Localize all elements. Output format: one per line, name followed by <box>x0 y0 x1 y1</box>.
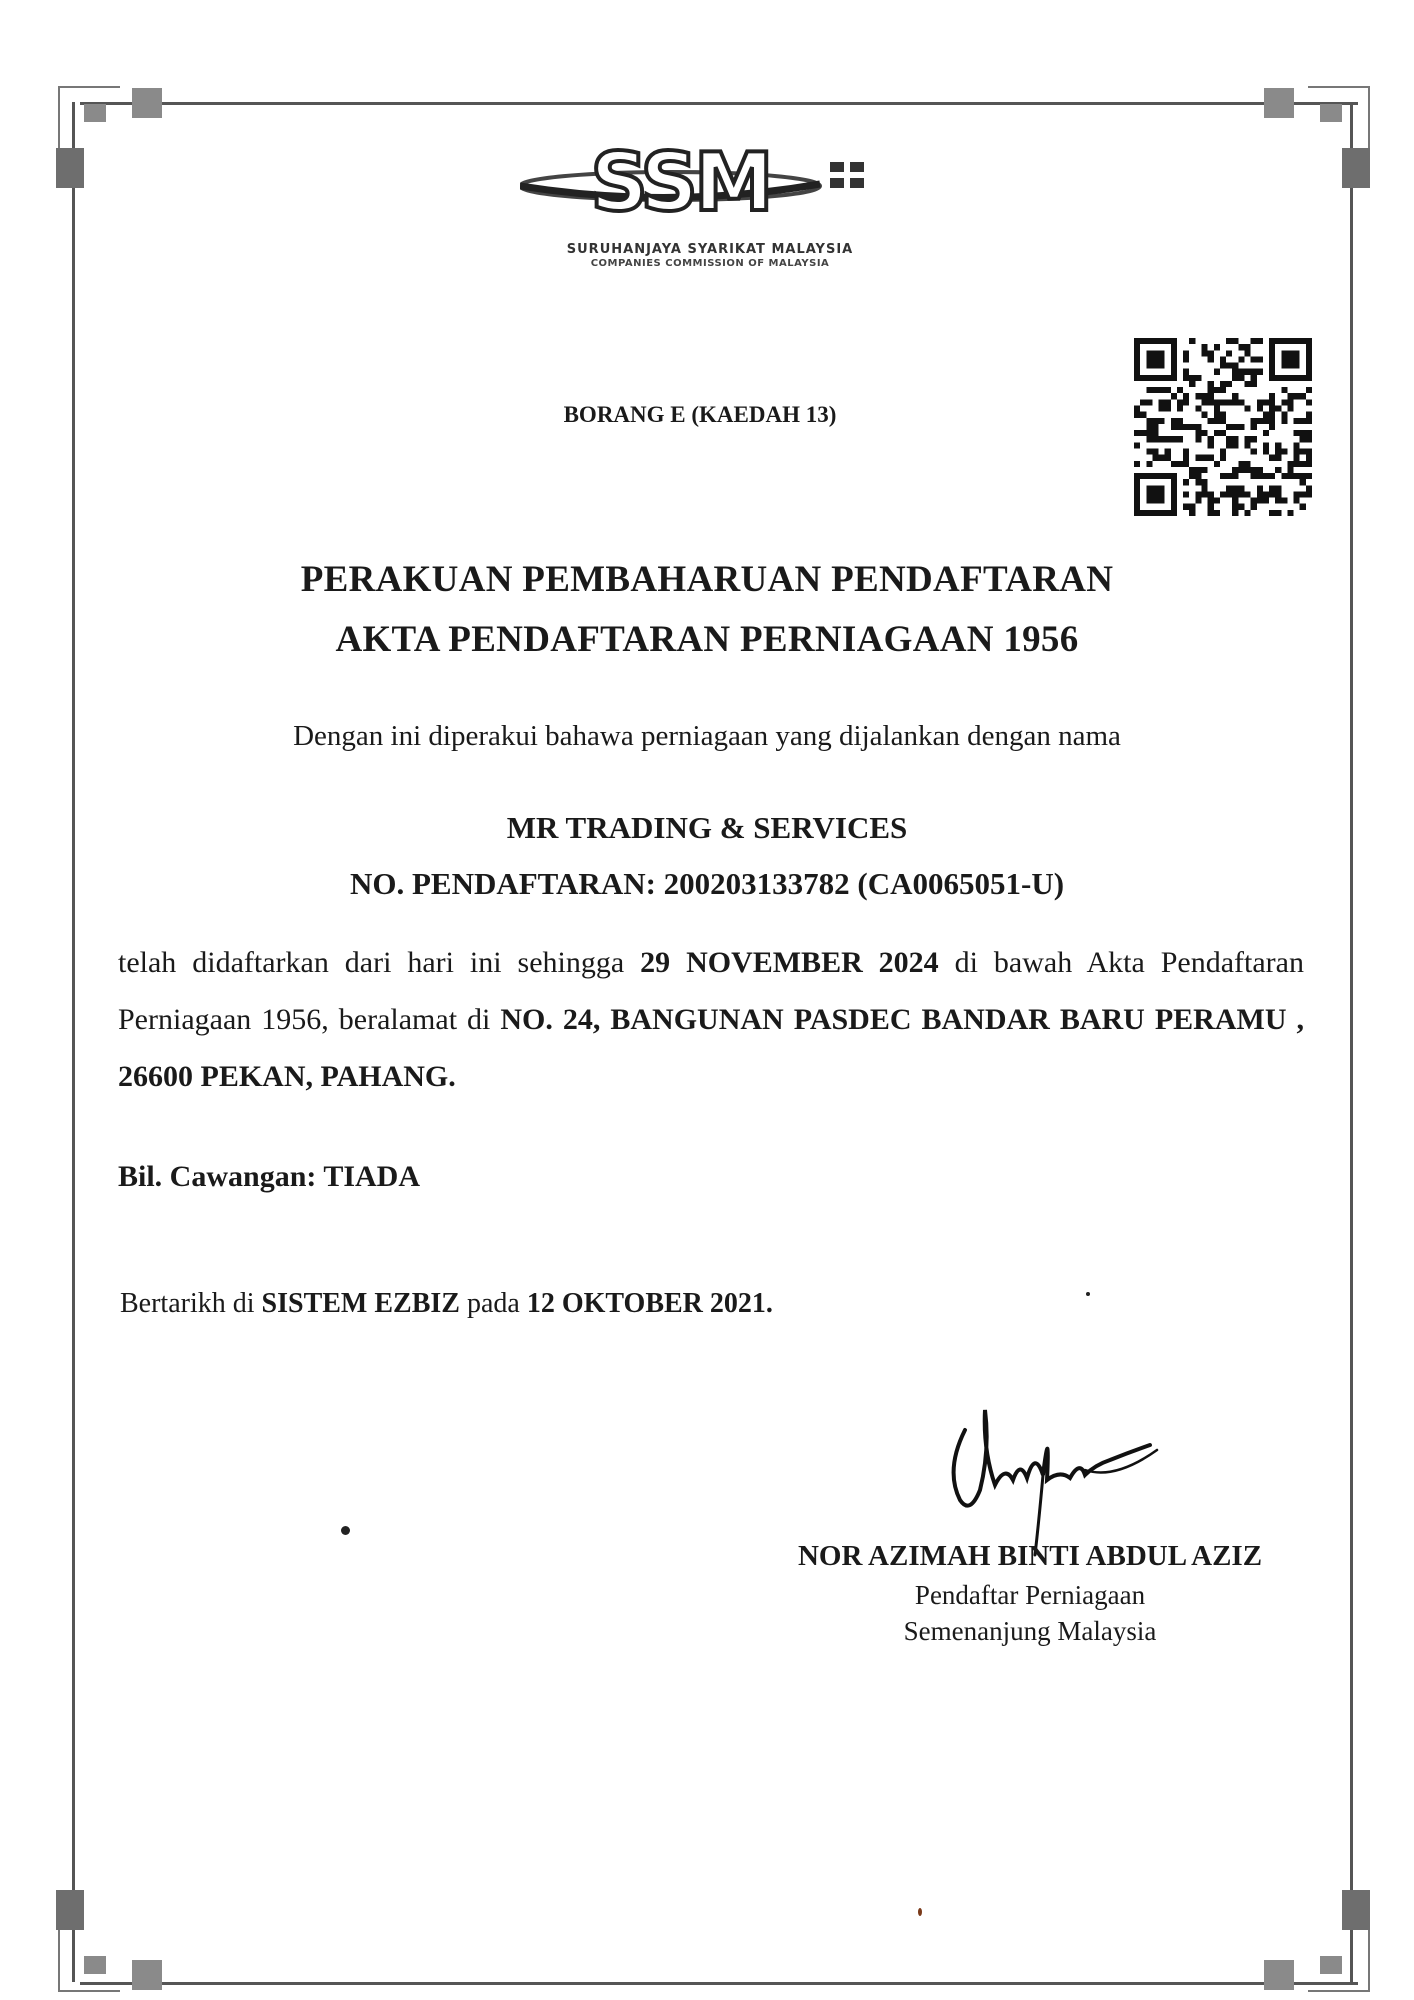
para-start: telah didaftarkan dari hari ini sehingga <box>118 946 641 979</box>
corner-ornament-top-left <box>54 82 164 192</box>
ssm-logo <box>520 140 900 280</box>
para-middle: di bawah Akta Pendaftaran Perniagaan 1956, beralamat di <box>118 946 1304 1036</box>
qr-code <box>1134 338 1312 516</box>
handwritten-signature <box>935 1390 1165 1560</box>
certificate-title: PERAKUAN PEMBAHARUAN PENDAFTARAN <box>300 559 1114 600</box>
act-title: AKTA PENDAFTARAN PERNIAGAAN 1956 <box>335 619 1079 660</box>
corner-ornament-bottom-left <box>54 1886 164 1996</box>
scan-speck <box>1086 1292 1090 1296</box>
org-name-ms: SURUHANJAYA SYARIKAT MALAYSIA <box>566 242 854 257</box>
border-left <box>72 102 75 1982</box>
signatory-region: Semenanjung Malaysia <box>903 1616 1157 1646</box>
expiry-date: 29 NOVEMBER 2024 <box>640 946 939 979</box>
issue-statement <box>120 1288 773 1320</box>
corner-ornament-bottom-right <box>1262 1886 1372 1996</box>
corner-ornament-top-right <box>1262 82 1372 192</box>
issue-prefix: Bertarikh di <box>120 1288 262 1319</box>
issue-system: SISTEM EZBIZ <box>261 1288 460 1319</box>
ssm-logo-icon <box>520 140 900 240</box>
form-code: BORANG E (KAEDAH 13) <box>563 402 837 427</box>
border-top <box>80 102 1358 105</box>
business-address: NO. 24, BANGUNAN PASDEC BANDAR BARU PERAMU , 26600 PEKAN, PAHANG. <box>118 1003 1304 1093</box>
registration-number: NO. PENDAFTARAN: 200203133782 (CA0065051-U) <box>349 866 1065 901</box>
border-right <box>1350 102 1353 1982</box>
issue-date: 12 OKTOBER 2021. <box>526 1288 773 1319</box>
issue-middle: pada <box>459 1288 527 1319</box>
intro-text: Dengan ini diperakui bahawa perniagaan yang dijalankan dengan nama <box>293 720 1121 752</box>
border-bottom <box>80 1982 1358 1985</box>
branch-count: Bil. Cawangan: TIADA <box>118 1160 421 1193</box>
svg-text:SSM: SSM <box>590 140 770 229</box>
business-name: MR TRADING & SERVICES <box>506 810 908 845</box>
registration-paragraph <box>118 934 1304 1105</box>
signatory-title: Pendaftar Perniagaan <box>914 1580 1146 1610</box>
scan-speck <box>341 1526 350 1535</box>
signatory-name: NOR AZIMAH BINTI ABDUL AZIZ <box>797 1540 1263 1572</box>
scan-speck <box>918 1908 922 1916</box>
org-name-en: COMPANIES COMMISSION OF MALAYSIA <box>590 258 830 269</box>
